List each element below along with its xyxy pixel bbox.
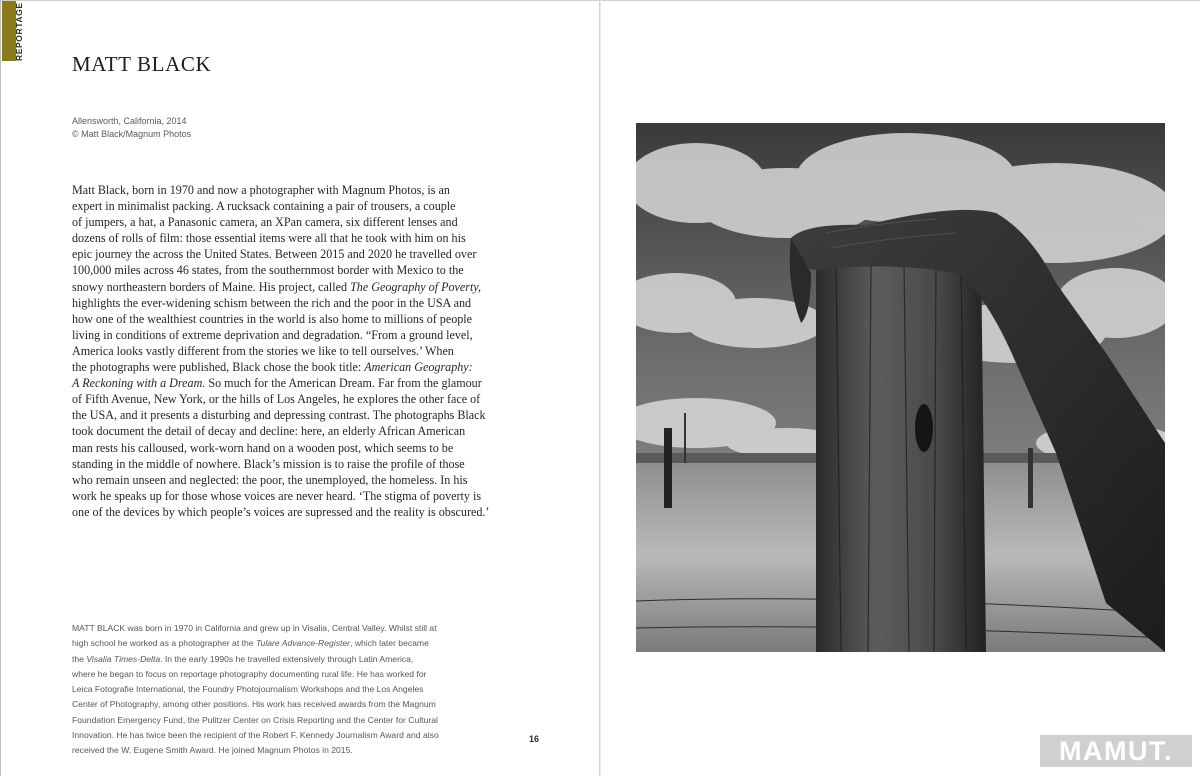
book-title-part2: A Reckoning with a Dream. — [72, 376, 206, 391]
section-label — [14, 2, 28, 73]
body-line: dozens of rolls of film: those essential items were all that he took with him on his — [72, 231, 466, 246]
body-line-text: of Fifth — [72, 392, 109, 407]
bio-text: . In the early 1990s he travelled extensively through Latin America, — [160, 653, 414, 664]
watermark-text: MAMUT. — [1059, 736, 1173, 766]
caption-location: Allensworth, California, 2014 — [72, 116, 187, 126]
bio-line: Innovation. He has twice been the recipient of the Robert F. Kennedy Journalism Award and also — [72, 730, 439, 741]
page-number: 16 — [529, 734, 540, 744]
body-line: expert in minimalist packing. A rucksack containing a pair of trousers, a couple — [72, 199, 456, 214]
body-line: man rests his calloused, work-worn hand on a wooden post, which seems to be — [72, 440, 454, 455]
caption-credit: © Matt Black/Magnum Photos — [72, 129, 192, 139]
body-line: how one of the wealthiest countries in the world is also home to millions of people — [72, 311, 473, 326]
bio-text: , which later became — [350, 638, 429, 649]
newspaper-title: Tulare Advance-Register — [255, 638, 351, 649]
body-line: America looks vastly different from the stories we like to tell ourselves.’ When — [72, 343, 454, 358]
bio-line: received the W. Eugene Smith Award. He joined Magnum Photos in 2015. — [72, 745, 353, 756]
bio-text: the — [72, 653, 87, 664]
bio-line: Foundation Emergency Fund, the Pulitzer Center on Crisis Reporting and the Center for Cultural — [72, 714, 438, 725]
body-line: who remain unseen and neglected: the poor, the unemployed, the homeless. In his — [72, 472, 468, 487]
body-line — [72, 375, 510, 391]
photographer-name-heading: MATT BLACK — [72, 52, 212, 76]
photo-illustration — [636, 123, 1165, 652]
newspaper-title: Visalia Times-Delta — [86, 653, 161, 664]
bio-line: Leica Fotografie International, the Foundry Photojournalism Workshops and the Los Angeles — [72, 684, 424, 695]
body-line-text: So much for the American Dream. Far from the glamour — [205, 376, 482, 391]
body-line: of jumpers, a hat, a Panasonic camera, an XPan camera, six different lenses and — [72, 215, 458, 230]
body-line-text: Avenue, New York, or the hills of Los Angeles, he explores the other face of — [110, 392, 481, 407]
distant-pole — [684, 413, 686, 463]
project-title: The Geography of Poverty, — [350, 279, 482, 294]
section-label-text: REPORTAGE — [14, 2, 24, 61]
bio-line — [72, 636, 512, 651]
bio-line — [72, 652, 512, 667]
article-body — [72, 182, 510, 520]
distant-fence-post — [664, 428, 672, 508]
bio-line: where he began to focus on reportage photography documenting rural life. He has worked for — [72, 668, 427, 679]
bio-line: MATT BLACK was born in 1970 in California and grew up in Visalia, Central Valley. Whilst still at — [72, 623, 437, 633]
photo-caption — [72, 115, 191, 141]
wooden-post — [816, 253, 986, 652]
body-line: epic journey the across the United States. Between 2015 and 2020 he travelled over — [72, 247, 477, 262]
bio-line: Center of Photography, among other positions. His work has received awards from the Magnum — [72, 699, 436, 710]
body-line: 100,000 miles across 46 states, from the southernmost border with Mexico to the — [72, 263, 464, 278]
watermark — [1040, 735, 1192, 767]
body-line: work he speaks up for those whose voices are never heard. ‘The stigma of poverty is — [72, 488, 482, 503]
body-line: took document the detail of decay and decline: here, an elderly African American — [72, 424, 466, 439]
wood-knot — [915, 404, 933, 452]
bio-text: high school he worked as a photographer at the — [72, 638, 256, 649]
book-title-part1: American Geography: — [364, 360, 473, 375]
body-line: Matt Black, born in 1970 and now a photographer with Magnum Photos, is an — [72, 183, 450, 197]
distant-fence-post — [1028, 448, 1033, 508]
body-line: highlights the ever-widening schism between the rich and the poor in the USA and — [72, 295, 472, 310]
body-line — [72, 391, 510, 407]
body-line — [72, 359, 510, 375]
body-line: one of the devices by which people’s voices are supressed and the reality is obscured.’ — [72, 504, 490, 519]
body-line: the USA, and it presents a disturbing and depressing contrast. The photographs Black — [72, 408, 486, 423]
photograph-hand-on-post — [636, 123, 1165, 652]
body-line: standing in the middle of nowhere. Black’s mission is to raise the profile of those — [72, 456, 465, 471]
body-line-text: snowy northeastern borders of Maine. His project, called — [72, 279, 351, 294]
body-line — [72, 279, 510, 295]
body-line: living in conditions of extreme deprivation and degradation. “From a ground level, — [72, 327, 473, 342]
photographer-bio — [72, 621, 512, 759]
body-line-text: the photographs were published, Black chose the book title: — [72, 360, 365, 375]
